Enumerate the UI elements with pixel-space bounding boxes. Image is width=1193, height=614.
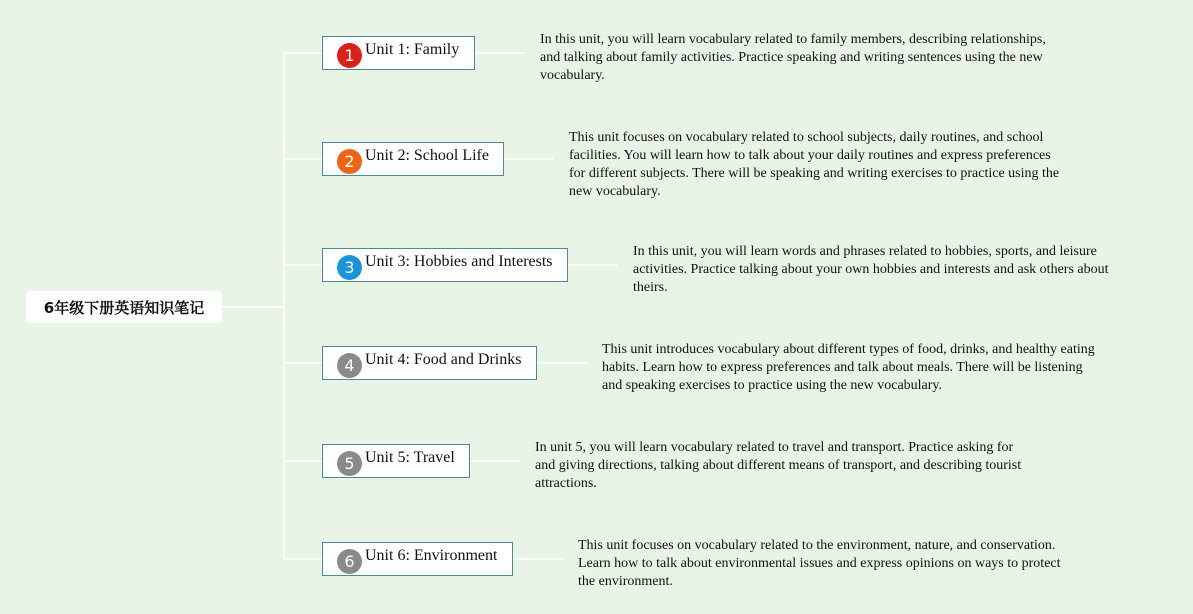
unit-3-label: Unit 3: Hobbies and Interests (365, 253, 553, 270)
number-2-icon: 2 (337, 149, 362, 174)
unit-6-description: This unit focuses on vocabulary related to the environment, nature, and conservation. Learn how to talk about environmental issues and express opinions on ways to protect the environment. (578, 538, 1061, 589)
root-topic-label: 6年级下册英语知识笔记 (43, 298, 205, 317)
number-5-icon: 5 (337, 451, 362, 476)
unit-4-description: This unit introduces vocabulary about different types of food, drinks, and healthy eating habits. Learn how to express preferences and talk about meals. There will be listening and speaking exercises to practice using the new vocabulary. (602, 342, 1095, 393)
unit-5-description: In unit 5, you will learn vocabulary related to travel and transport. Practice asking for and giving directions, talking about different means of transport, and describing tourist attractions. (535, 440, 1022, 491)
number-1-icon: 1 (337, 43, 362, 68)
unit-4-label: Unit 4: Food and Drinks (365, 351, 522, 368)
unit-2-topic[interactable] (322, 142, 504, 176)
root-topic[interactable] (26, 291, 222, 323)
unit-6-label: Unit 6: Environment (365, 547, 498, 564)
number-3-icon: 3 (337, 255, 362, 280)
unit-1-description: In this unit, you will learn vocabulary related to family members, describing relationships, and talking about family activities. Practice speaking and writing sentences using the new vocabulary. (540, 32, 1046, 83)
unit-1-topic[interactable] (322, 36, 475, 70)
unit-6-topic[interactable] (322, 542, 513, 576)
unit-5-label: Unit 5: Travel (365, 449, 455, 466)
unit-5-topic[interactable] (322, 444, 470, 478)
unit-3-topic[interactable] (322, 248, 568, 282)
unit-1-label: Unit 1: Family (365, 41, 460, 58)
unit-2-description: This unit focuses on vocabulary related to school subjects, daily routines, and school facilities. You will learn how to talk about your daily routines and express preferences for different subjects. There will be speaking and writing exercises to practice using the new vocabulary. (569, 130, 1060, 199)
number-4-icon: 4 (337, 353, 362, 378)
number-6-icon: 6 (337, 549, 362, 574)
unit-3-description: In this unit, you will learn words and phrases related to hobbies, sports, and leisure activities. Practice talking about your own hobbies and interests and ask others about theirs. (633, 244, 1109, 295)
unit-2-label: Unit 2: School Life (365, 147, 489, 164)
unit-4-topic[interactable] (322, 346, 537, 380)
